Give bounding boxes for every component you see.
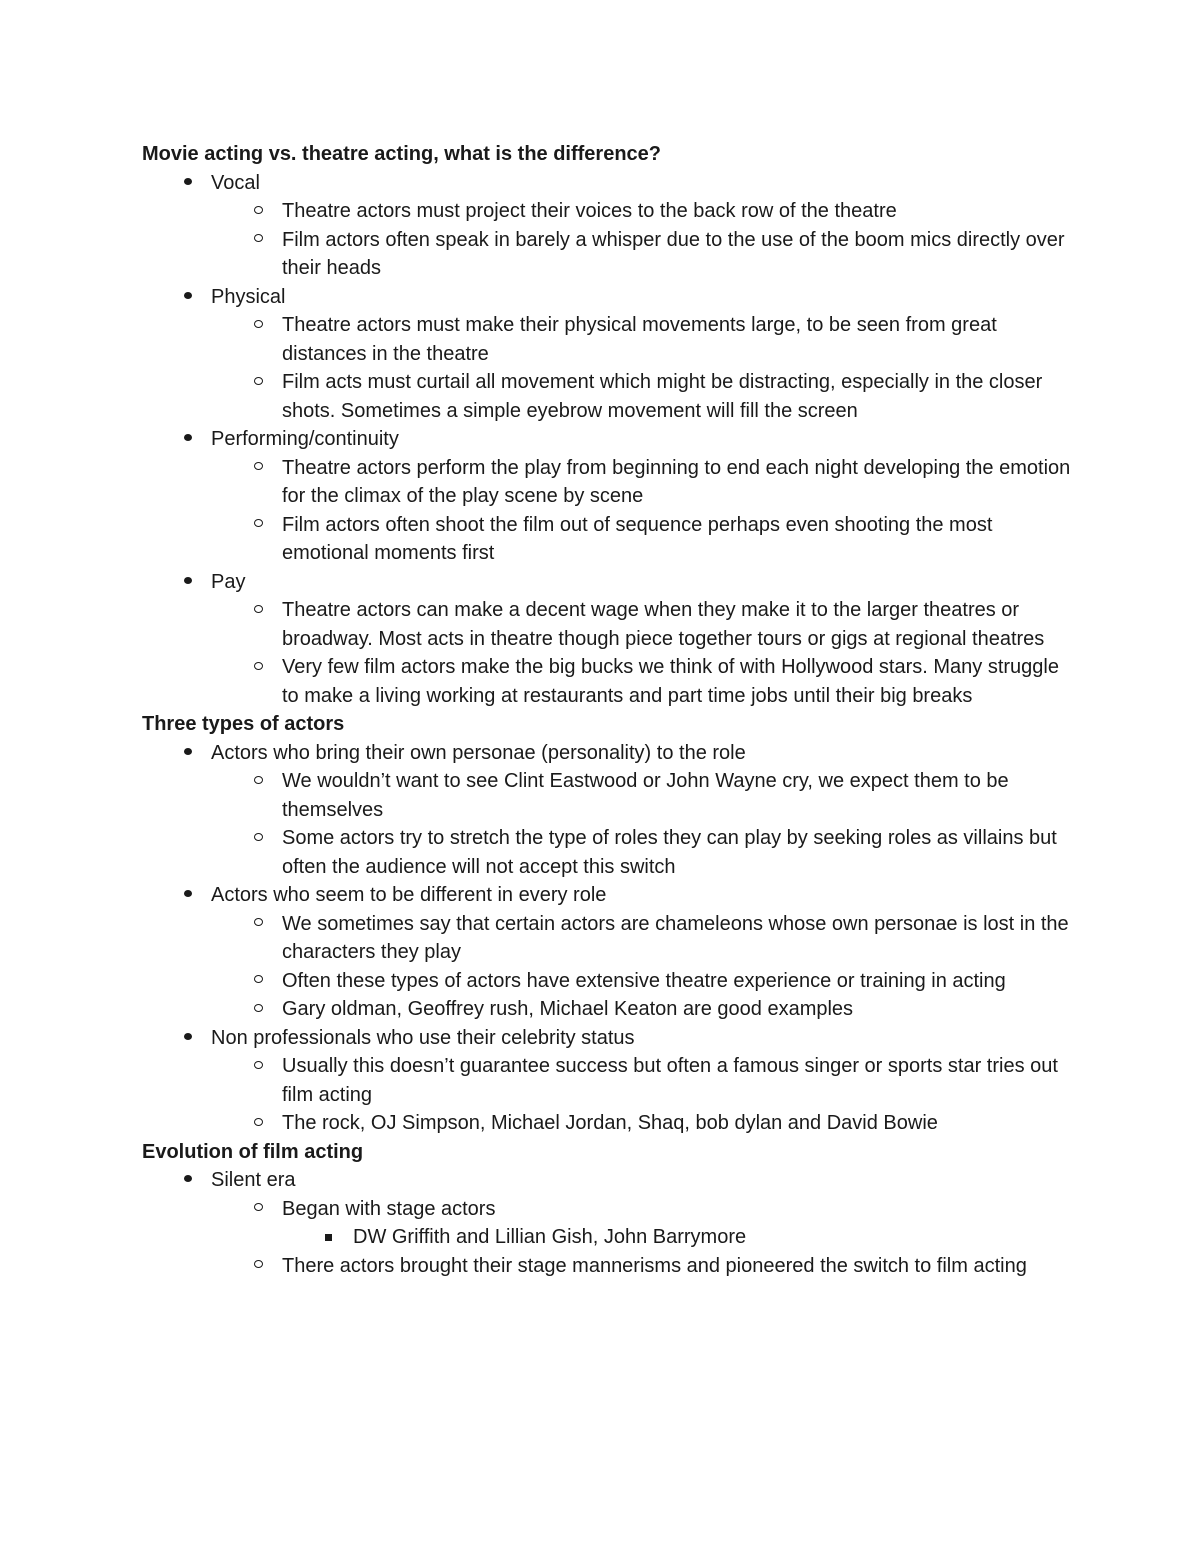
sub-list-item-text: We wouldn’t want to see Clint Eastwood or John Wayne cry, we expect them to be themselves [282,770,1009,821]
sub-list-item-text: Film actors often shoot the film out of sequence perhaps even shooting the most emotional moments first [282,513,993,564]
filled-bullet-icon [178,568,198,597]
sub-list-item-text: Film acts must curtail all movement which might be distracting, especially in the closer shots. Sometimes a simple eyebrow movement will fill the screen [282,371,1043,422]
list-item-label: Actors who bring their own personae (personality) to the role [211,741,746,764]
sub-list-item [142,197,1072,226]
sub-list-item [142,1252,1072,1281]
sub-list-item [142,967,1072,996]
sub-list-item-text: The rock, OJ Simpson, Michael Jordan, Shaq, bob dylan and David Bowie [282,1112,938,1134]
section-title: Movie acting vs. theatre acting, what is the difference? [142,143,662,165]
filled-bullet-icon [178,425,198,454]
sub-list-item-text: Very few film actors make the big bucks we think of with Hollywood stars. Many struggle to make a living working at restaurants and part time jobs until their big breaks [282,656,1059,707]
sub-list-item [142,311,1072,368]
filled-bullet-icon [178,739,198,768]
list-item-label: Actors who seem to be different in every role [211,884,607,906]
list-item [142,739,1072,768]
list-item [142,568,1072,597]
hollow-bullet-icon [248,596,268,625]
sub-list-item [142,1109,1072,1138]
sub-list-item [142,226,1072,283]
hollow-bullet-icon [248,767,268,796]
hollow-bullet-icon [248,454,268,483]
hollow-bullet-icon [248,1052,268,1081]
sub-list-item [142,910,1072,967]
hollow-bullet-icon [248,511,268,540]
list-item [142,283,1072,312]
sub-list-item [142,596,1072,653]
filled-bullet-icon [178,1166,198,1195]
document-page [142,140,1072,1280]
sub-sub-list-item [142,1223,1072,1252]
sub-list-item [142,1195,1072,1224]
section-title: Three types of actors [142,713,345,735]
list-item-label: Physical [211,285,286,308]
sub-list-item-text: Gary oldman, Geoffrey rush, Michael Keaton are good examples [282,998,854,1020]
sub-list-item [142,511,1072,568]
list-item [142,1166,1072,1195]
hollow-bullet-icon [248,1195,268,1224]
filled-bullet-icon [178,1024,198,1053]
list-item-label: Non professionals who use their celebrity status [211,1026,635,1049]
sub-list-item-text: Usually this doesn’t guarantee success but often a famous singer or sports star tries out film acting [282,1055,1058,1106]
sub-sub-list-item-text: DW Griffith and Lillian Gish, John Barrymore [353,1226,747,1248]
hollow-bullet-icon [248,226,268,255]
hollow-bullet-icon [248,368,268,397]
sub-list-item-text: There actors brought their stage mannerisms and pioneered the switch to film acting [282,1254,1027,1277]
sub-list-item [142,454,1072,511]
sub-list-item-text: Theatre actors must project their voices to the back row of the theatre [282,200,897,222]
hollow-bullet-icon [248,197,268,226]
sub-list-item-text: Began with stage actors [282,1197,496,1220]
hollow-bullet-icon [248,967,268,996]
sub-list-item [142,767,1072,824]
sub-list-item-text: Some actors try to stretch the type of roles they can play by seeking roles as villains but often the audience will not accept this switch [282,827,1057,878]
list-item [142,1024,1072,1053]
sub-list-item [142,824,1072,881]
hollow-bullet-icon [248,910,268,939]
list-item [142,169,1072,198]
sub-list-item [142,653,1072,710]
sub-list-item-text: Often these types of actors have extensive theatre experience or training in acting [282,969,1006,992]
sub-list-item-text: Theatre actors must make their physical movements large, to be seen from great distances in the theatre [282,314,997,365]
sub-list-item [142,995,1072,1024]
list-item [142,881,1072,910]
list-item-label: Vocal [211,171,260,194]
list-item [142,425,1072,454]
sub-list-item-text: We sometimes say that certain actors are chameleons whose own personae is lost in the characters they play [282,912,1069,963]
hollow-bullet-icon [248,1252,268,1281]
sub-list-item [142,1052,1072,1109]
hollow-bullet-icon [248,1109,268,1138]
hollow-bullet-icon [248,824,268,853]
list-item-label: Performing/continuity [211,428,399,450]
sub-list-item-text: Film actors often speak in barely a whisper due to the use of the boom mics directly over their heads [282,228,1065,279]
sub-list-item-text: Theatre actors can make a decent wage when they make it to the larger theatres or broadway. Most acts in theatre though piece together tours or gigs at regional theatres [282,599,1045,650]
hollow-bullet-icon [248,311,268,340]
section-title: Evolution of film acting [142,1140,364,1163]
hollow-bullet-icon [248,995,268,1024]
filled-bullet-icon [178,881,198,910]
sub-list-item [142,368,1072,425]
sub-list-item-text: Theatre actors perform the play from beginning to end each night developing the emotion for the climax of the play scene by scene [282,456,1071,507]
square-bullet-icon [318,1223,338,1252]
list-item-label: Silent era [211,1169,296,1191]
filled-bullet-icon [178,169,198,198]
filled-bullet-icon [178,283,198,312]
list-item-label: Pay [211,570,246,593]
hollow-bullet-icon [248,653,268,682]
